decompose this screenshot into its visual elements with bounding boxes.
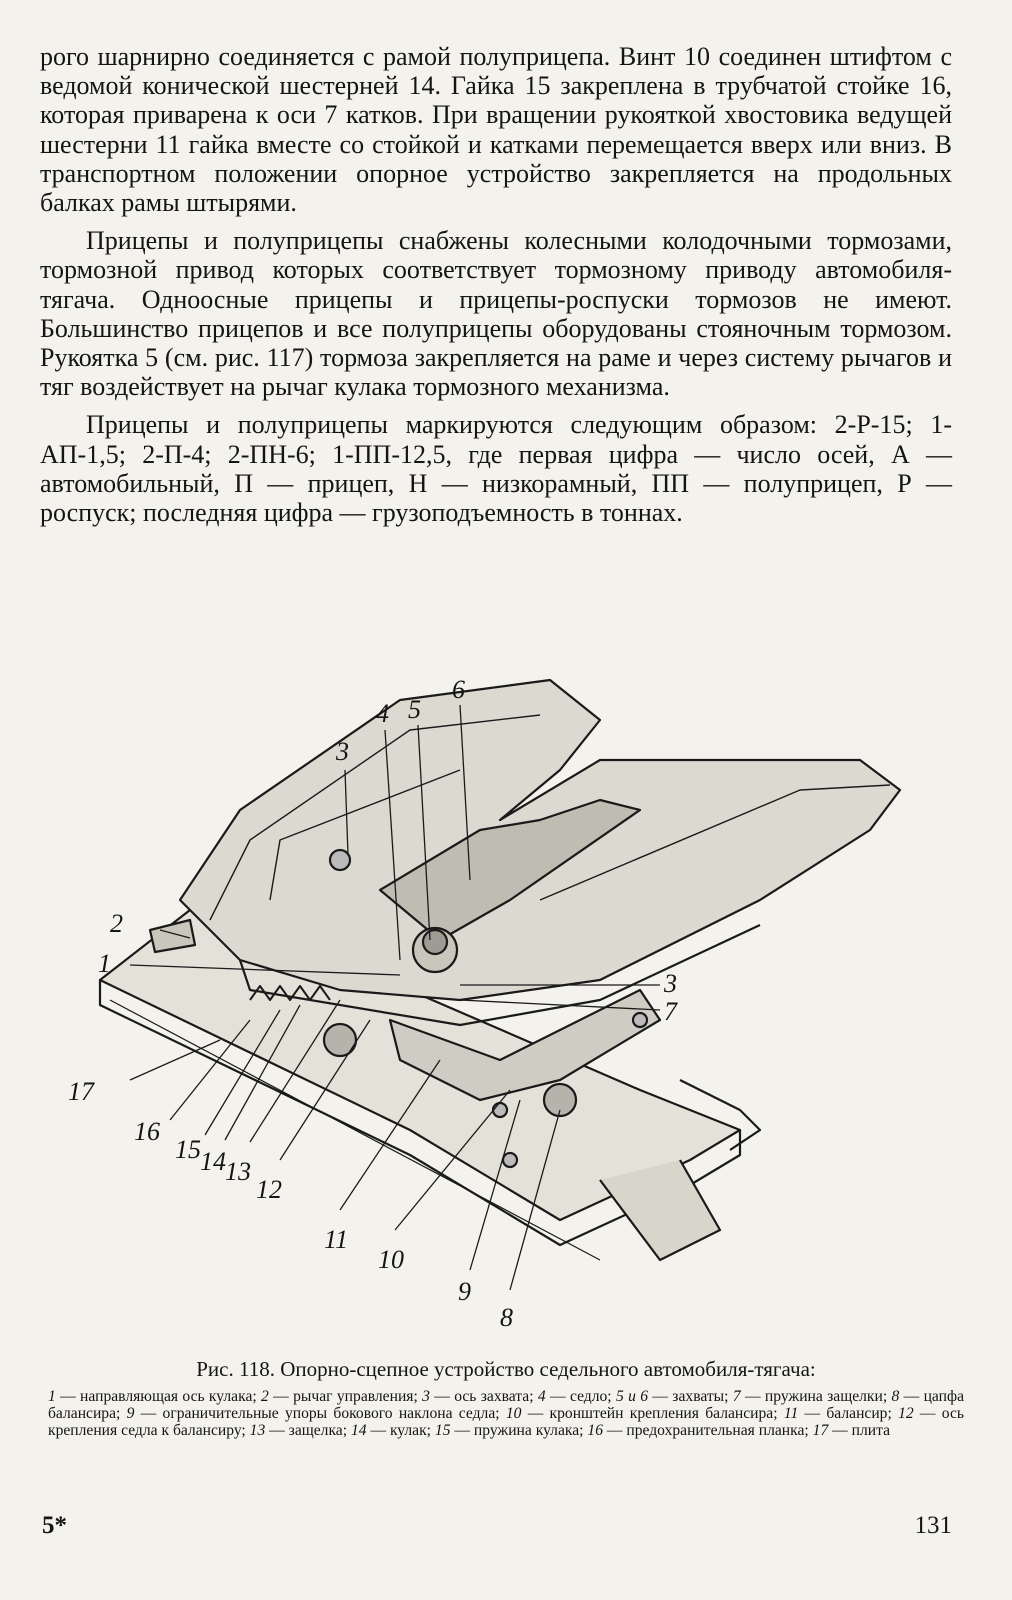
legend-item: 4 — седло; [537,1388,616,1405]
callout-10: 10 [378,1245,404,1274]
legend-item: 17 — плита [812,1422,891,1439]
callout-2: 2 [110,909,123,938]
paragraph-3: Прицепы и полуприцепы маркируются следующим образом: 2-Р-15; 1-АП-1,5; 2-П-4; 2-ПН-6; 1-ПП-12,5, где первая цифра — число осей, А — автомобильный, П — прицеп, Н — низкорамный, ПП — полуприцеп, Р — роспуск; последняя цифра — грузоподъемность в тоннах. [40,410,952,528]
legend-item: 9 — ограничительные упоры бокового наклона седла; [126,1405,506,1422]
legend-item: 12 — ось крепления седла к балансиру; [48,1405,964,1439]
callout-5: 5 [408,695,421,724]
legend-item: 1 — направляющая ось кулака; [48,1388,262,1405]
callout-16: 16 [134,1117,160,1146]
callout-8: 8 [500,1303,513,1332]
callout-4: 4 [376,699,389,728]
body-text [40,42,952,536]
paragraph-1: рого шарнирно соединяется с рамой полуприцепа. Винт 10 соединен штифтом с ведомой конической шестерней 14. Гайка 15 закреплена в трубчатой стойке 16, которая приварена к оси 7 катков. При вращении рукояткой хвостовика ведущей шестерни 11 гайка вместе со стойкой и катками перемещается вверх или вниз. В транспортном положении опорное устройство закрепляется на продольных балках рамы штырями. [40,42,952,218]
fifth-wheel-drawing [40,660,970,1350]
legend-item: 7 — пружина защелки; [732,1388,892,1405]
legend-item: 15 — пружина кулака; [434,1422,588,1439]
legend-item: 2 — рычаг управления; [261,1388,423,1405]
callout-9: 9 [458,1277,471,1306]
legend-item: 14 — кулак; [350,1422,435,1439]
legend-item: 16 — предохранительная планка; [587,1422,813,1439]
paragraph-2: Прицепы и полуприцепы снабжены колесными колодочными тормозами, тормозной привод которых соответствует тормозному приводу автомобиля-тягача. Одноосные прицепы и прицепы-роспуски тормозов не имеют. Большинство прицепов и все полуприцепы оборудованы стояночным тормозом. Рукоятка 5 (см. рис. 117) тормоза закрепляется на раме и через систему рычагов и тяг воздействует на рычаг кулака тормозного механизма. [40,226,952,402]
callout-12: 12 [256,1175,282,1204]
callout-1: 1 [98,949,111,978]
legend-item: 3 — ось захвата; [422,1388,538,1405]
callout-6: 6 [452,675,465,704]
legend-item: 8 — цапфа балансира; [48,1388,965,1422]
callout-11: 11 [324,1225,349,1254]
fifth-wheel-illustration [40,660,970,1350]
callout-13: 13 [225,1157,251,1186]
signature-mark: 5* [42,1512,67,1539]
callout-7: 7 [664,997,677,1026]
legend-item: 10 — кронштейн крепления балансира; [505,1405,784,1422]
callout-3-right: 3 [664,969,677,998]
callout-15: 15 [175,1135,201,1164]
callout-17: 17 [68,1077,94,1106]
callout-3-top: 3 [336,737,349,766]
legend-item: 5 и 6 — захваты; [615,1388,733,1405]
legend-item: 13 — защелка; [249,1422,351,1439]
callout-14: 14 [200,1147,226,1176]
page-number: 131 [914,1512,952,1539]
figure-caption-title: Рис. 118. Опорно-сцепное устройство седельного автомобиля-тягача: [196,1357,816,1381]
legend-item: 11 — балансир; [783,1405,899,1422]
figure-legend [48,1388,964,1439]
